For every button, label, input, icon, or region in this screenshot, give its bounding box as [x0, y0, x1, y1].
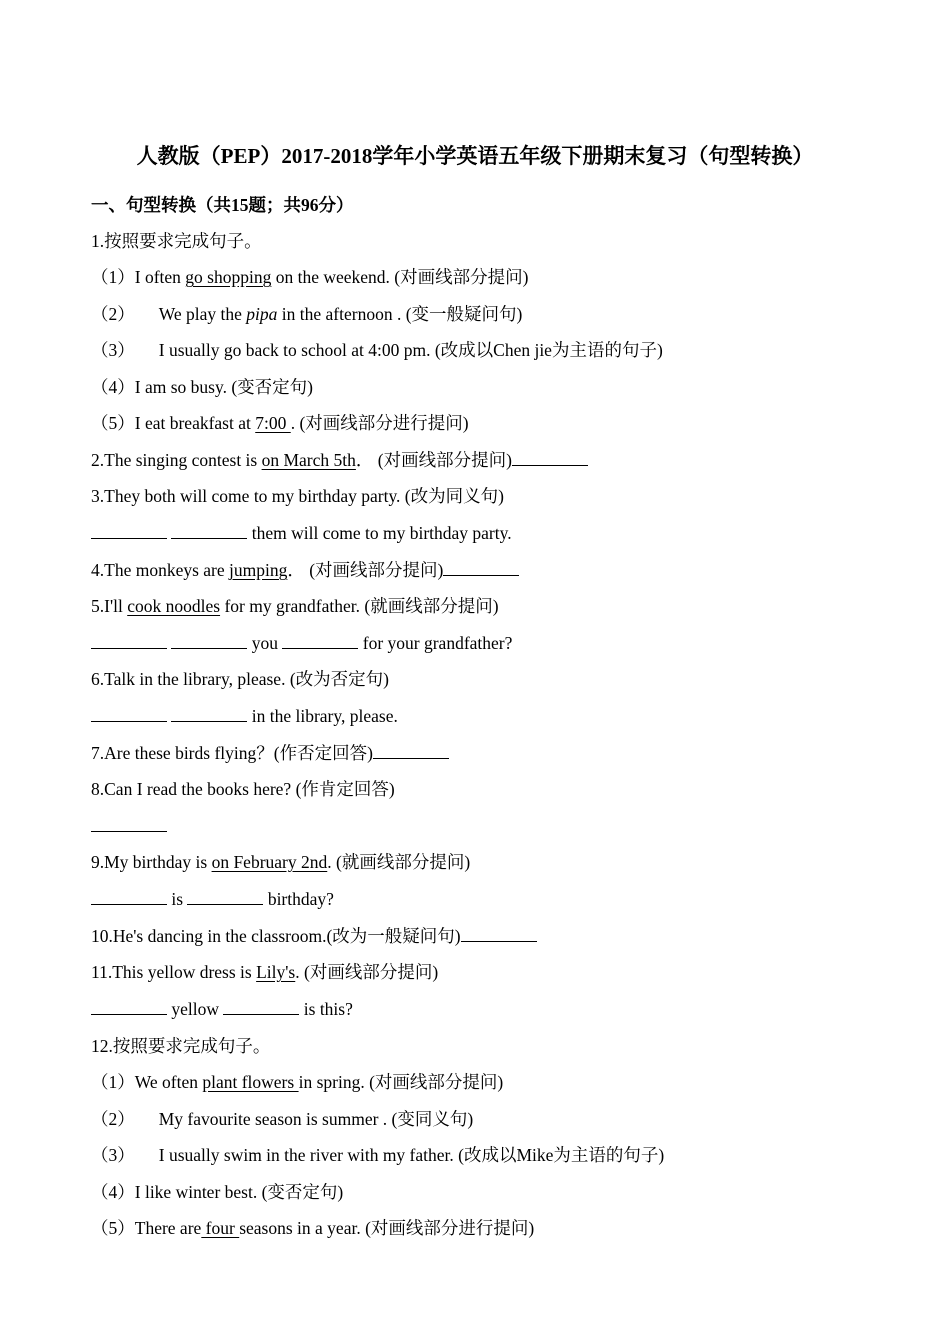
underlined-part: jumping — [229, 560, 288, 580]
sub-number: （5） — [91, 1218, 135, 1238]
underlined-part: on February 2nd — [211, 852, 328, 872]
q4: 4.The monkeys are jumping． (对画线部分提问) — [91, 559, 519, 581]
q9-stem: 9.My birthday is on February 2nd. (就画线部分提问) — [91, 852, 471, 872]
answer-blank[interactable] — [91, 647, 167, 649]
worksheet-title: 人教版（PEP）2017-2018学年小学英语五年级下册期末复习（句型转换） — [136, 144, 814, 168]
underlined-part: plant flowers — [202, 1072, 299, 1092]
q1-sub-1: （1）I often go shopping on the weekend. (对画线部分提问) — [91, 267, 529, 287]
q3-stem: 3.They both will come to my birthday party. (改为同义句) — [91, 486, 504, 506]
q12-stem: 12.按照要求完成句子。 — [91, 1036, 271, 1056]
sub-number: （1） — [91, 1072, 135, 1092]
underlined-part: on March 5th — [261, 450, 356, 470]
underlined-part: cook noodles — [127, 596, 221, 616]
q1-sub-2: （2） We play the pipa in the afternoon . (变一般疑问句) — [91, 304, 523, 324]
underlined-part: four — [201, 1218, 240, 1238]
q12-sub-5: （5）There are four seasons in a year. (对画线部分进行提问) — [91, 1218, 535, 1238]
q11-stem: 11.This yellow dress is Lily's. (对画线部分提问) — [91, 962, 439, 982]
sub-number: （4） — [91, 1182, 135, 1202]
q8-answer-line — [91, 815, 167, 837]
sub-number: （2） — [91, 304, 135, 324]
sub-number: （3） — [91, 340, 135, 360]
answer-blank[interactable] — [171, 537, 247, 539]
answer-blank[interactable] — [512, 464, 588, 466]
answer-blank[interactable] — [187, 903, 263, 905]
q2: 2.The singing contest is on March 5th． (对画线部分提问) — [91, 449, 588, 471]
q12-sub-1: （1）We often plant flowers in spring. (对画线部分提问) — [91, 1072, 504, 1092]
answer-blank[interactable] — [91, 830, 167, 832]
q6-stem: 6.Talk in the library, please. (改为否定句) — [91, 669, 389, 689]
q5-answer-line: you for your grandfather? — [91, 632, 512, 654]
sub-number: （3） — [91, 1145, 135, 1165]
q12-sub-3: （3） I usually swim in the river with my father. (改成以Mike为主语的句子) — [91, 1145, 665, 1165]
q9-answer-line: is birthday? — [91, 888, 334, 910]
underlined-part: 7:00 — [255, 413, 291, 433]
answer-blank[interactable] — [171, 647, 247, 649]
q1-sub-5: （5）I eat breakfast at 7:00 . (对画线部分进行提问) — [91, 413, 469, 433]
answer-blank[interactable] — [171, 720, 247, 722]
answer-blank[interactable] — [91, 1013, 167, 1015]
q3-answer-line: them will come to my birthday party. — [91, 522, 512, 544]
sub-number: （2） — [91, 1109, 135, 1129]
q12-sub-2: （2） My favourite season is summer . (变同义句) — [91, 1109, 474, 1129]
q8-stem: 8.Can I read the books here? (作肯定回答) — [91, 779, 395, 799]
sub-number: （4） — [91, 377, 135, 397]
answer-blank[interactable] — [223, 1013, 299, 1015]
answer-blank[interactable] — [461, 940, 537, 942]
answer-blank[interactable] — [282, 647, 358, 649]
q10: 10.He's dancing in the classroom.(改为一般疑问句) — [91, 925, 537, 947]
answer-blank[interactable] — [443, 574, 519, 576]
q5-stem: 5.I'll cook noodles for my grandfather. (就画线部分提问) — [91, 596, 499, 616]
q1-sub-4: （4）I am so busy. (变否定句) — [91, 377, 313, 397]
section-heading: 一、句型转换（共15题；共96分） — [91, 195, 354, 215]
answer-blank[interactable] — [373, 757, 449, 759]
underlined-part: go shopping — [185, 267, 272, 287]
sub-number: （1） — [91, 267, 135, 287]
q7: 7.Are these birds flying？(作否定回答) — [91, 742, 449, 764]
answer-blank[interactable] — [91, 537, 167, 539]
q1-sub-3: （3） I usually go back to school at 4:00 pm. (改成以Chen jie为主语的句子) — [91, 340, 663, 360]
answer-blank[interactable] — [91, 903, 167, 905]
q11-answer-line: yellow is this? — [91, 998, 353, 1020]
underlined-part: Lily's — [256, 962, 296, 982]
q6-answer-line: in the library, please. — [91, 705, 398, 727]
answer-blank[interactable] — [91, 720, 167, 722]
sub-number: （5） — [91, 413, 135, 433]
q1-stem: 1.按照要求完成句子。 — [91, 231, 262, 251]
q12-sub-4: （4）I like winter best. (变否定句) — [91, 1182, 344, 1202]
